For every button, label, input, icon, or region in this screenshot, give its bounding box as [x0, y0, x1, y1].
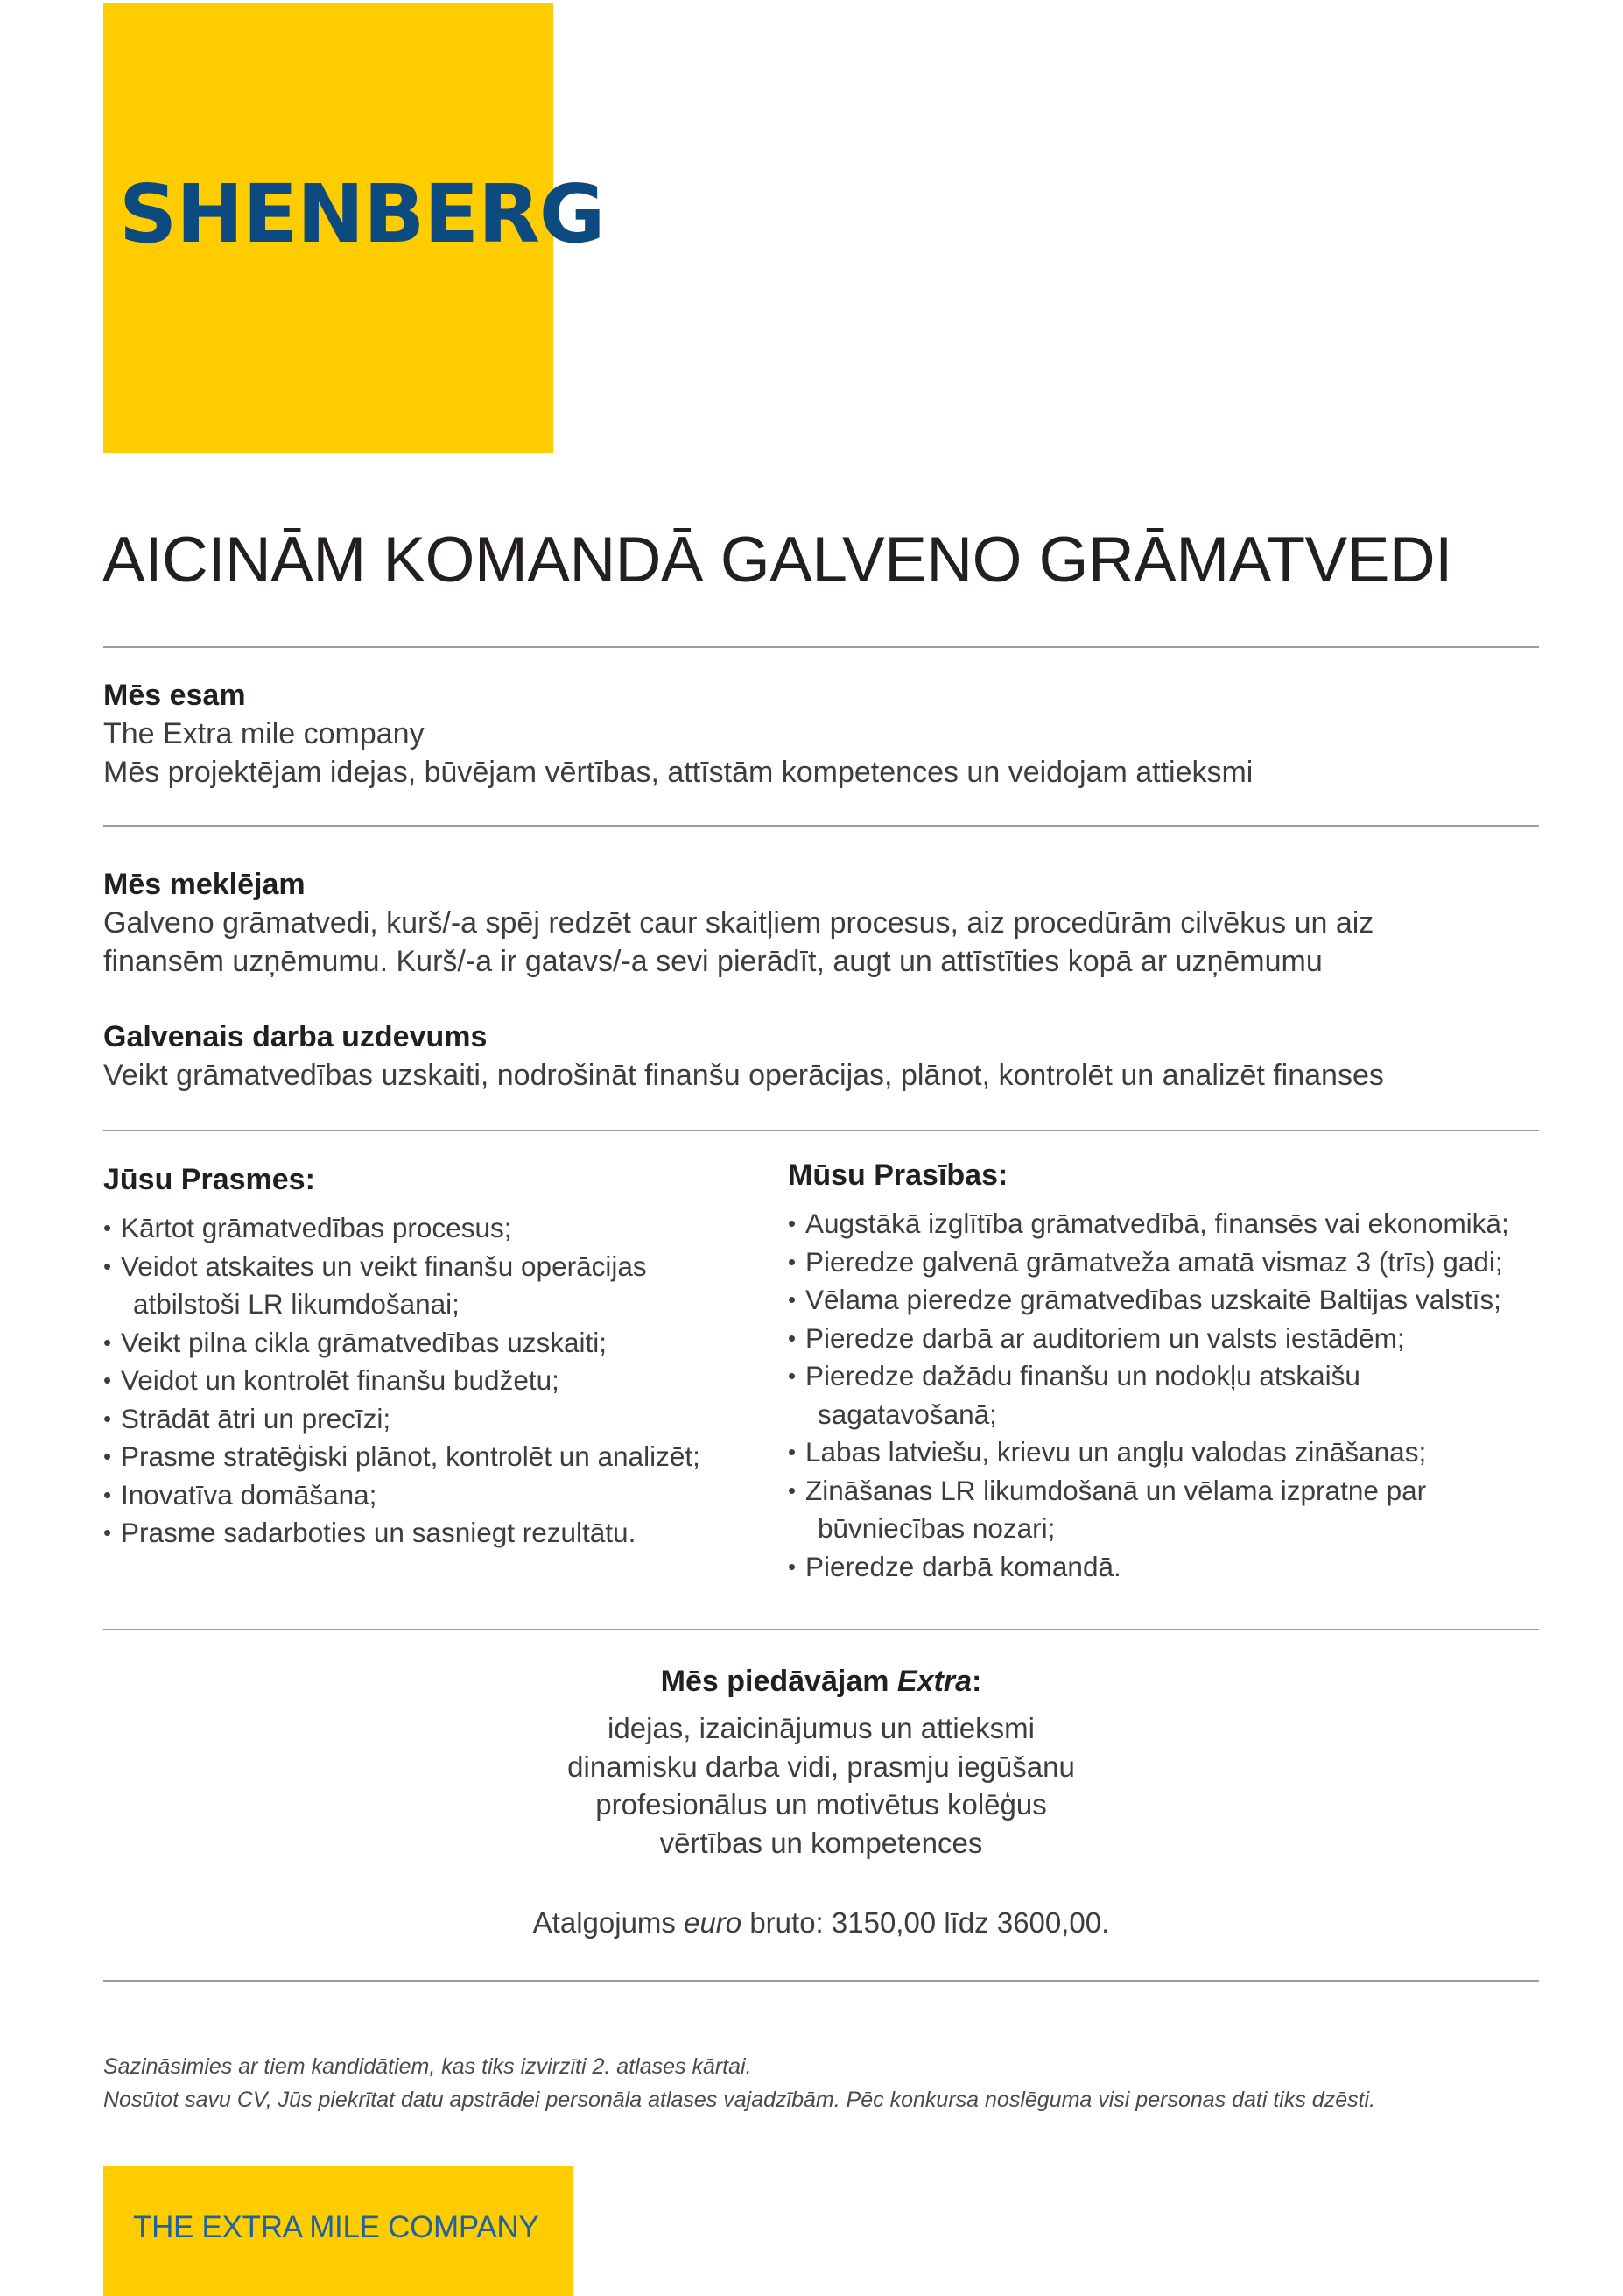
- skills-item: • Strādāt ātri un precīzi;: [103, 1400, 769, 1439]
- offer-section: [103, 1662, 1539, 1942]
- divider: [103, 1130, 1539, 1131]
- seeking-heading: Mēs meklējam: [103, 868, 306, 901]
- skills-item: • Prasme sadarboties un sasniegt rezultātu.: [103, 1514, 769, 1553]
- logo-block: [103, 3, 605, 453]
- skills-item: • Veidot atskaites un veikt finanšu operācijas: [103, 1248, 769, 1286]
- page-title: AICINĀM KOMANDĀ GALVENO GRĀMATVEDI: [102, 525, 1452, 595]
- offer-line: dinamisku darba vidi, prasmju iegūšanu: [567, 1750, 1075, 1783]
- requirements-heading: Mūsu Prasības:: [788, 1159, 1008, 1192]
- offer-heading: Mēs piedāvājam Extra:: [660, 1665, 982, 1698]
- skills-column: [103, 1160, 769, 1553]
- skills-heading: Jūsu Prasmes:: [103, 1163, 315, 1196]
- requirements-item: • Pieredze galvenā grāmatveža amatā vismaz 3 (trīs) gadi;: [788, 1243, 1593, 1282]
- requirements-item-continuation: būvniecības nozari;: [818, 1512, 1056, 1544]
- footer-slogan: THE EXTRA MILE COMPANY: [133, 2210, 539, 2244]
- divider: [103, 1629, 1539, 1630]
- about-heading: Mēs esam: [103, 679, 246, 712]
- offer-line: profesionālus un motivētus kolēģus: [595, 1788, 1047, 1821]
- requirements-item: • Labas latviešu, krievu un angļu valodas zināšanas;: [788, 1433, 1593, 1472]
- divider: [103, 825, 1539, 827]
- divider: [103, 646, 1539, 648]
- requirements-list: [788, 1205, 1593, 1586]
- contact-note: Sazināsimies ar tiem kandidātiem, kas tiks izvirzīti 2. atlases kārtai.: [103, 2054, 752, 2079]
- requirements-item: • Pieredze darbā ar auditoriem un valsts iestādēm;: [788, 1320, 1593, 1358]
- skills-item: • Veidot un kontrolēt finanšu budžetu;: [103, 1362, 769, 1400]
- task-line: Veikt grāmatvedības uzskaiti, nodrošināt finanšu operācijas, plānot, kontrolēt un analizēt finanses: [103, 1059, 1384, 1092]
- about-section: [103, 676, 1539, 792]
- divider: [103, 1980, 1539, 1982]
- seeking-section: [103, 865, 1539, 981]
- company-logo: SHENBERG: [119, 167, 605, 261]
- requirements-item-continuation: sagatavošanā;: [818, 1398, 997, 1430]
- skills-item: • Veikt pilna cikla grāmatvedības uzskaiti;: [103, 1324, 769, 1363]
- requirements-item: • Augstākā izglītība grāmatvedībā, finansēs vai ekonomikā;: [788, 1205, 1593, 1243]
- requirements-column: [788, 1156, 1593, 1586]
- skills-item: • Kārtot grāmatvedības procesus;: [103, 1209, 769, 1248]
- seeking-line: finansēm uzņēmumu. Kurš/-a ir gatavs/-a sevi pierādīt, augt un attīstīties kopā ar uzņēmumu: [103, 945, 1323, 978]
- requirements-item: • Pieredze dažādu finanšu un nodokļu atskaišu: [788, 1357, 1593, 1396]
- footer-block: [103, 2166, 573, 2296]
- salary-text: Atalgojums euro bruto: 3150,00 līdz 3600,00.: [532, 1906, 1110, 1939]
- requirements-item: • Vēlama pieredze grāmatvedības uzskaitē Baltijas valstīs;: [788, 1281, 1593, 1320]
- requirements-item: • Pieredze darbā komandā.: [788, 1548, 1593, 1587]
- skills-list: [103, 1209, 769, 1553]
- skills-item-continuation: atbilstoši LR likumdošanai;: [133, 1288, 460, 1320]
- seeking-line: Galveno grāmatvedi, kurš/-a spēj redzēt caur skaitļiem procesus, aiz procedūrām cilvēkus un aiz: [103, 906, 1374, 940]
- offer-line: vērtības un kompetences: [659, 1826, 983, 1859]
- about-line: The Extra mile company: [103, 717, 425, 750]
- task-heading: Galvenais darba uzdevums: [103, 1020, 488, 1053]
- requirements-item: • Zināšanas LR likumdošanā un vēlama izpratne par: [788, 1472, 1593, 1511]
- about-line: Mēs projektējam idejas, būvējam vērtības, attīstām kompetences un veidojam attieksmi: [103, 756, 1254, 789]
- task-section: [103, 1018, 1539, 1095]
- skills-item: • Inovatīva domāšana;: [103, 1476, 769, 1515]
- offer-line: idejas, izaicinājumus un attieksmi: [608, 1712, 1035, 1744]
- skills-item: • Prasme stratēģiski plānot, kontrolēt un analizēt;: [103, 1438, 769, 1476]
- privacy-note: Nosūtot savu CV, Jūs piekrītat datu apstrādei personāla atlases vajadzībām. Pēc konkursa noslēguma visi personas dati tiks dzēsti.: [103, 2088, 1376, 2112]
